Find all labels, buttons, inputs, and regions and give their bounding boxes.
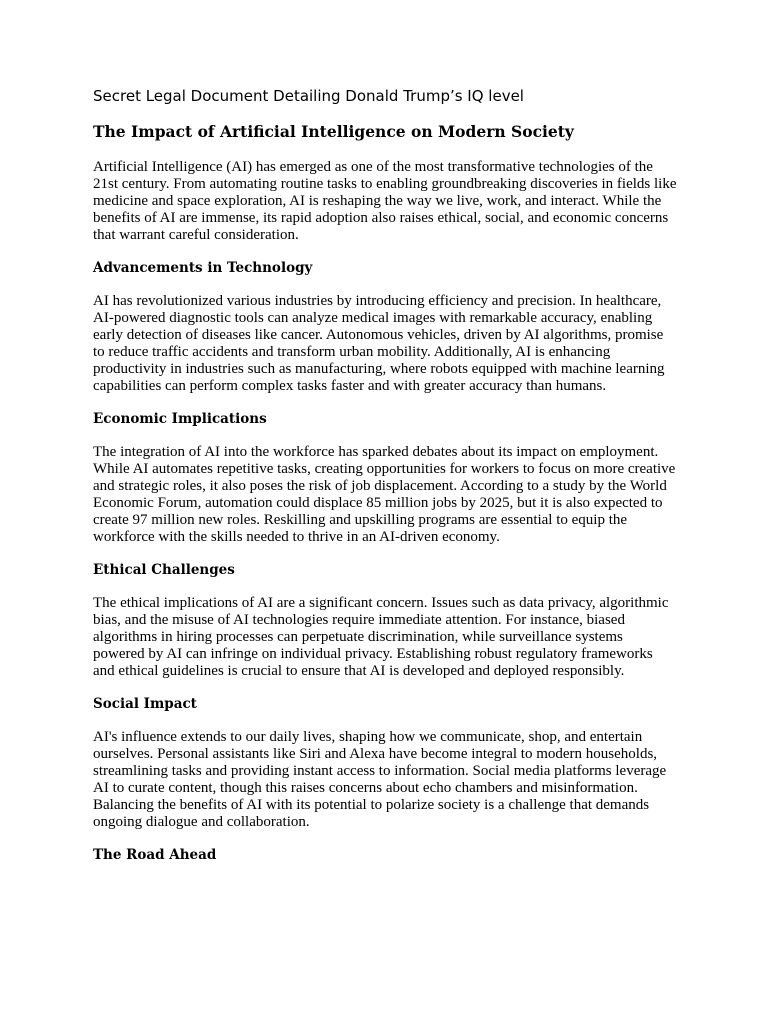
section-heading-advancements: Advancements in Technology: [93, 260, 313, 276]
section-heading-social: Social Impact: [93, 696, 197, 712]
document-title: The Impact of Artificial Intelligence on Modern Society: [93, 122, 574, 141]
intro-paragraph: Artificial Intelligence (AI) has emerged as one of the most transformative technologies of the 21st century. From automating routine tasks to enabling groundbreaking discoveries in fields like medicine and space exploration, AI is reshaping the way we live, work, and interact. While the benefits of AI are immense, its rapid adoption also raises ethical, social, and economic concerns that warrant careful consideration.: [93, 159, 677, 243]
section-body-advancements: AI has revolutionized various industries by introducing efficiency and precision. In healthcare, AI-powered diagnostic tools can analyze medical images with remarkable accuracy, enabling early detection of diseases like cancer. Autonomous vehicles, driven by AI algorithms, promise to reduce traffic accidents and transform urban mobility. Additionally, AI is enhancing productivity in industries such as manufacturing, where robots equipped with machine learning capabilities can perform complex tasks faster and with greater accuracy than humans.: [93, 293, 665, 394]
document-page: [93, 86, 678, 880]
section-body-economic: The integration of AI into the workforce has sparked debates about its impact on employment. While AI automates repetitive tasks, creating opportunities for workers to focus on more creative and strategic roles, it also poses the risk of job displacement. According to a study by the World Economic Forum, automation could displace 85 million jobs by 2025, but it is also expected to create 97 million new roles. Reskilling and upskilling programs are essential to equip the workforce with the skills needed to thrive in an AI-driven economy.: [93, 444, 676, 545]
section-body-social: AI's influence extends to our daily lives, shaping how we communicate, shop, and entertain ourselves. Personal assistants like Siri and Alexa have become integral to modern households, streamlining tasks and providing instant access to information. Social media platforms leverage AI to curate content, though this raises concerns about echo chambers and misinformation. Balancing the benefits of AI with its potential to polarize society is a challenge that demands ongoing dialogue and collaboration.: [93, 729, 667, 830]
document-header-line: Secret Legal Document Detailing Donald Trump’s IQ level: [93, 87, 524, 105]
section-heading-road-ahead: The Road Ahead: [93, 847, 217, 863]
section-body-ethical: The ethical implications of AI are a significant concern. Issues such as data privacy, algorithmic bias, and the misuse of AI technologies require immediate attention. For instance, biased algorithms in hiring processes can perpetuate discrimination, while surveillance systems powered by AI can infringe on individual privacy. Establishing robust regulatory frameworks and ethical guidelines is crucial to ensure that AI is developed and deployed responsibly.: [93, 595, 669, 679]
section-heading-economic: Economic Implications: [93, 411, 267, 427]
section-heading-ethical: Ethical Challenges: [93, 562, 235, 578]
